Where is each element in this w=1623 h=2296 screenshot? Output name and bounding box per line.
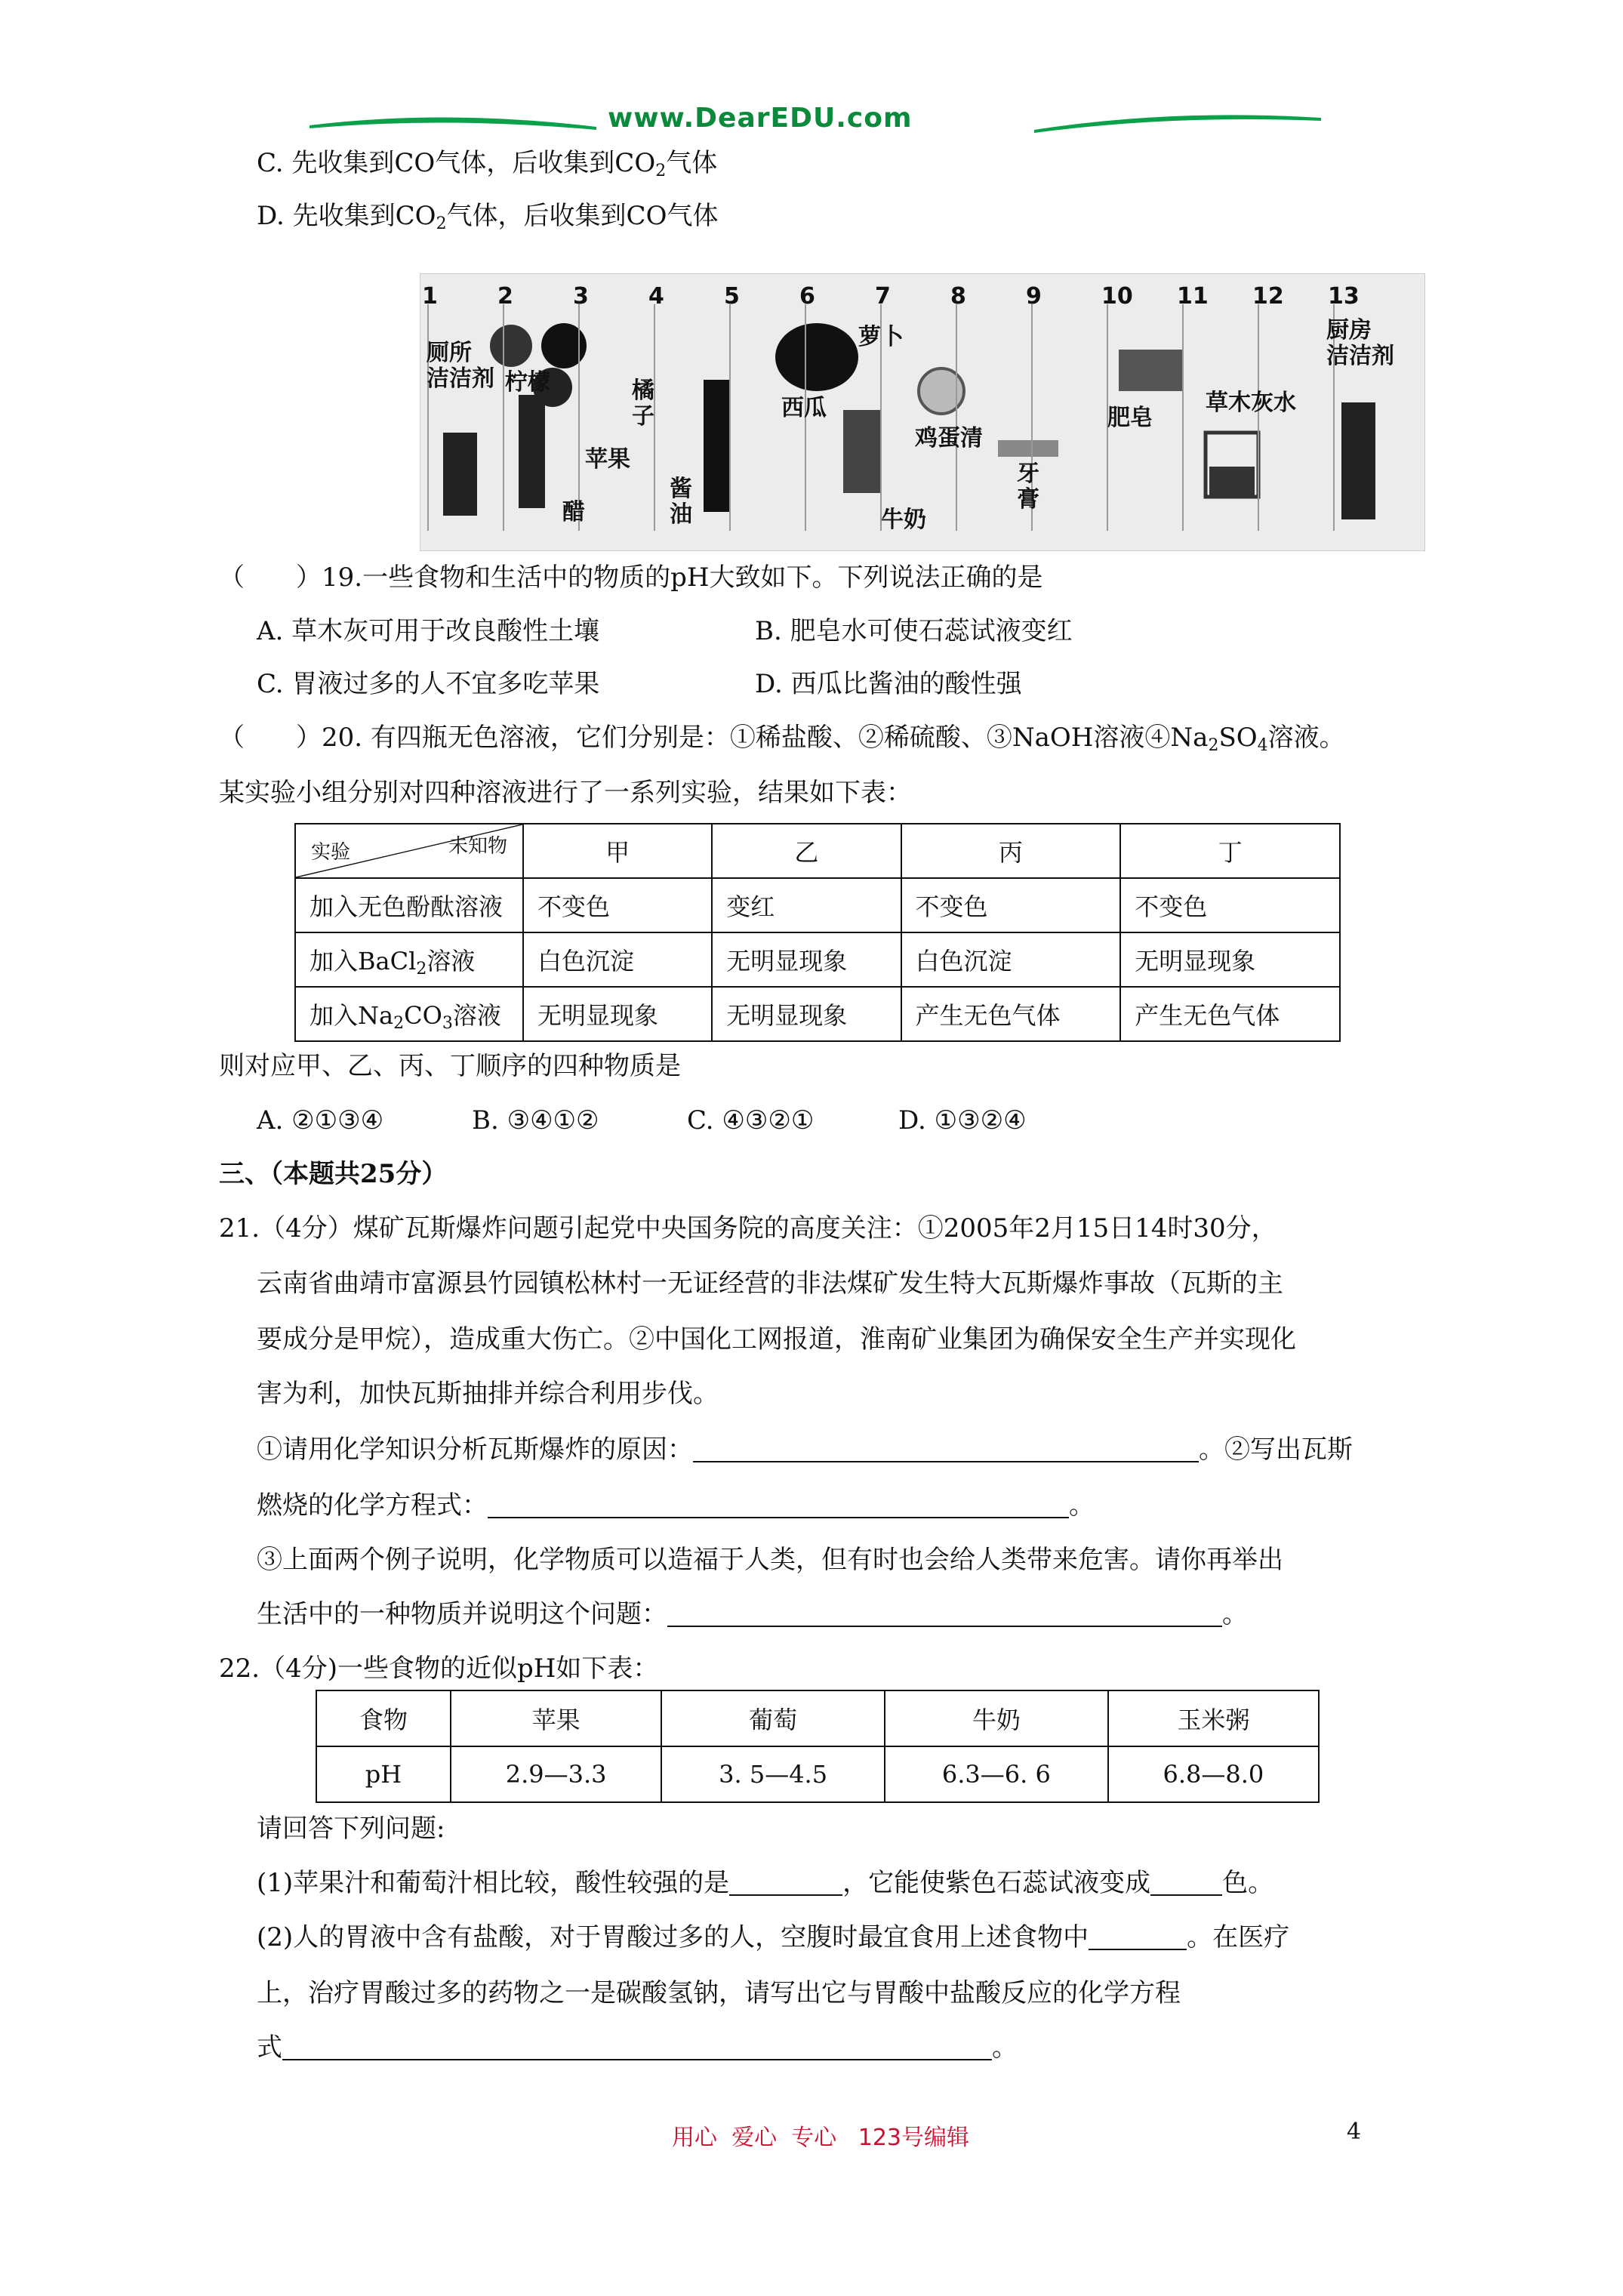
label-egg-white: 鸡蛋清 [915,425,983,451]
ph-number: 13 [1328,283,1360,310]
label-watermelon: 西瓜 [781,395,827,421]
toilet-cleaner-bottle [443,433,477,516]
q20-cell: 变红 [712,878,901,932]
corner-left-label: 实验 [311,841,351,864]
label-lemon: 柠檬 [505,369,550,396]
label-toilet-cleaner: 厕所 洁洁剂 [427,340,494,392]
label-milk: 牛奶 [881,507,926,533]
ph-number: 6 [799,283,815,310]
q20-stem: （ ）20. 有四瓶无色溶液，它们分别是：①稀盐酸、②稀硫酸、③NaOH溶液$④Na_2SO_4$溶液。 [219,723,1345,755]
ph-number: 5 [724,283,740,310]
milk-carton [843,410,881,493]
q21-prompt-3: 生活中的一种物质并说明这个问题： [257,1599,667,1629]
table-row [295,932,1340,987]
q21-answer-blank-1[interactable] [693,1438,1199,1462]
ph-number: 3 [573,283,589,310]
label-toothpaste: 牙 膏 [1017,461,1039,513]
q22-part-2-text-2: 。在医疗 [1187,1922,1290,1952]
q22-part-1-text-2: ，它能使紫色石蕊试液变成 [842,1868,1151,1898]
q20-cell: 无明显现象 [1120,932,1340,987]
q20-table [294,823,1341,1042]
q21-prompt-1: ①请用化学知识分析瓦斯爆炸的原因： [257,1435,693,1465]
site-header [310,100,1321,145]
q20-cell: 不变色 [1120,878,1340,932]
q20-table-corner [295,824,523,878]
q21-line-2: 云南省曲靖市富源县竹园镇松林村一无证经营的非法煤矿发生特大瓦斯爆炸事故（瓦斯的主 [257,1268,1283,1299]
q20-cell: 产生无色气体 [1120,987,1340,1041]
ph-number: 12 [1252,283,1284,310]
q22-table [316,1690,1320,1803]
q22-cell: pH [316,1746,451,1802]
watermelon-shape [775,323,858,391]
q22-head: 玉米粥 [1108,1690,1319,1746]
q20-cell: 无明显现象 [712,987,901,1041]
q20-option-b: B. ③④①② [472,1105,599,1136]
site-url[interactable]: www.DearEDU.com [608,103,913,134]
q19-option-c: C. 胃液过多的人不宜多吃苹果 [257,669,600,699]
q20-cell: 产生无色气体 [901,987,1121,1041]
ph-number: 11 [1177,283,1209,310]
q21-line-3: 要成分是甲烷），造成重大伤亡。②中国化工网报道，淮南矿业集团为确保安全生产并实现化 [257,1324,1296,1354]
table-row [295,878,1340,932]
q20-cell: 无明显现象 [523,987,712,1041]
page-number: 4 [1347,2119,1362,2145]
section-3-title: 三、（本题共25分） [219,1159,448,1189]
label-apple: 苹果 [585,446,630,473]
q20-cell: 白色沉淀 [523,932,712,987]
q22-part-4-end: 。 [992,2032,1018,2063]
q20-col-header: 甲 [523,824,712,878]
ph-number: 10 [1101,283,1133,310]
q22-part-1 [257,1866,1273,1900]
q22-answer-blank-2[interactable] [1150,1872,1222,1896]
soap-bar [1119,350,1183,391]
q21-line-1: 21.（4分）煤矿瓦斯爆炸问题引起党中央国务院的高度关注：①2005年2月15日14时30分， [219,1213,1277,1244]
q21-line-6 [257,1489,1095,1522]
q22-answer-blank-1[interactable] [729,1872,842,1896]
q22-cell: 2.9—3.3 [451,1746,661,1802]
q22-head: 葡萄 [661,1690,885,1746]
ph-number: 7 [875,283,891,310]
lemon-shape [490,325,532,367]
q20-cell: 不变色 [523,878,712,932]
q21-line-5 [257,1433,1353,1466]
q22-head: 牛奶 [885,1690,1108,1746]
q20-option-c: C. ④③②① [687,1105,815,1136]
ph-number: 1 [422,283,438,310]
q21-answer-blank-2[interactable] [488,1494,1069,1518]
ph-figure [420,273,1425,551]
label-radish: 萝卜 [858,324,904,350]
table-row [316,1746,1319,1802]
q22-answer-blank-4[interactable] [282,2036,992,2060]
q22-part-4-text: 式 [257,2032,282,2063]
toothpaste-tube [998,440,1058,457]
table-row [295,987,1340,1041]
q20-col-header: 丙 [901,824,1121,878]
q19-option-a: A. 草木灰可用于改良酸性土壤 [257,616,600,646]
q20-option-a: A. ②①③④ [257,1105,384,1136]
q22-head: 食物 [316,1690,451,1746]
prev-option-c: C. 先收集到CO气体，后收集到$CO_2$气体 [257,148,718,180]
q21-line-6-end: 。 [1069,1490,1095,1521]
label-kitchen-cleaner: 厨房 洁洁剂 [1326,317,1394,369]
ph-number: 2 [497,283,513,310]
q22-head: 苹果 [451,1690,661,1746]
q22-answer-blank-3[interactable] [1089,1926,1187,1950]
q22-cell: 6.8—8.0 [1108,1746,1319,1802]
vinegar-bottle [519,395,545,508]
q21-line-8-end: 。 [1222,1599,1248,1629]
q21-line-8 [257,1598,1248,1631]
q22-part-3: 上，治疗胃酸过多的药物之一是碳酸氢钠，请写出它与胃酸中盐酸反应的化学方程 [257,1978,1181,2008]
label-vinegar: 醋 [562,499,585,525]
q22-stem: 22.（4分)一些食物的近似pH如下表： [219,1653,659,1684]
q20-cell: 白色沉淀 [901,932,1121,987]
q22-cell: 6.3—6. 6 [885,1746,1108,1802]
q20-after: 则对应甲、乙、丙、丁顺序的四种物质是 [219,1051,681,1081]
soy-bottle [704,380,730,512]
q22-cell: 3. 5—4.5 [661,1746,885,1802]
q21-line-5-end: 。②写出瓦斯 [1199,1435,1353,1465]
q21-line-7: ③上面两个例子说明，化学物质可以造福于人类，但有时也会给人类带来危害。请你再举出 [257,1545,1283,1575]
ph-number: 4 [648,283,664,310]
label-orange: 橘 子 [632,378,654,430]
prev-option-d: D. 先收集到$CO_2$气体，后收集到CO气体 [257,201,719,233]
q20-col-header: 丁 [1120,824,1340,878]
q20-cell: 不变色 [901,878,1121,932]
q22-part-1-text: (1)苹果汁和葡萄汁相比较，酸性较强的是 [257,1868,730,1898]
label-ash-water: 草木灰水 [1206,390,1296,416]
q22-ask: 请回答下列问题: [257,1814,445,1844]
ph-number: 8 [950,283,966,310]
q20-option-d: D. ①③②④ [898,1105,1027,1136]
kitchen-cleaner-bottle [1341,402,1375,519]
q21-answer-blank-3[interactable] [667,1603,1222,1627]
q22-part-2 [257,1921,1289,1954]
q19-option-d: D. 西瓜比酱油的酸性强 [755,669,1022,699]
q19-stem: （ ）19.一些食物和生活中的物质的pH大致如下。下列说法正确的是 [219,562,1043,593]
q20-row-label: 加入$Na_2CO_3$溶液 [295,987,523,1041]
q20-row-label: 加入无色酚酞溶液 [295,878,523,932]
footer-text: 用心 爱心 专心 123号编辑 [672,2125,970,2151]
q22-part-4 [257,2031,1018,2064]
q22-part-2-text: (2)人的胃液中含有盐酸，对于胃酸过多的人，空腹时最宜食用上述食物中 [257,1922,1089,1952]
q21-line-4: 害为利，加快瓦斯抽排并综合利用步伐。 [257,1379,719,1409]
ph-number: 9 [1026,283,1042,310]
label-soap: 肥皂 [1107,405,1153,431]
q20-cell: 无明显现象 [712,932,901,987]
q22-part-1-text-3: 色。 [1222,1868,1274,1898]
q20-stem-2: 某实验小组分别对四种溶液进行了一系列实验，结果如下表： [219,778,912,808]
q19-option-b: B. 肥皂水可使石蕊试液变红 [755,616,1073,646]
corner-right-label: 未知物 [448,835,507,858]
label-soy: 酱 油 [670,476,692,528]
q21-prompt-2: 燃烧的化学方程式： [257,1490,488,1521]
q20-col-header: 乙 [712,824,901,878]
q20-row-label: 加入BaCl$_2$溶液 [295,932,523,987]
